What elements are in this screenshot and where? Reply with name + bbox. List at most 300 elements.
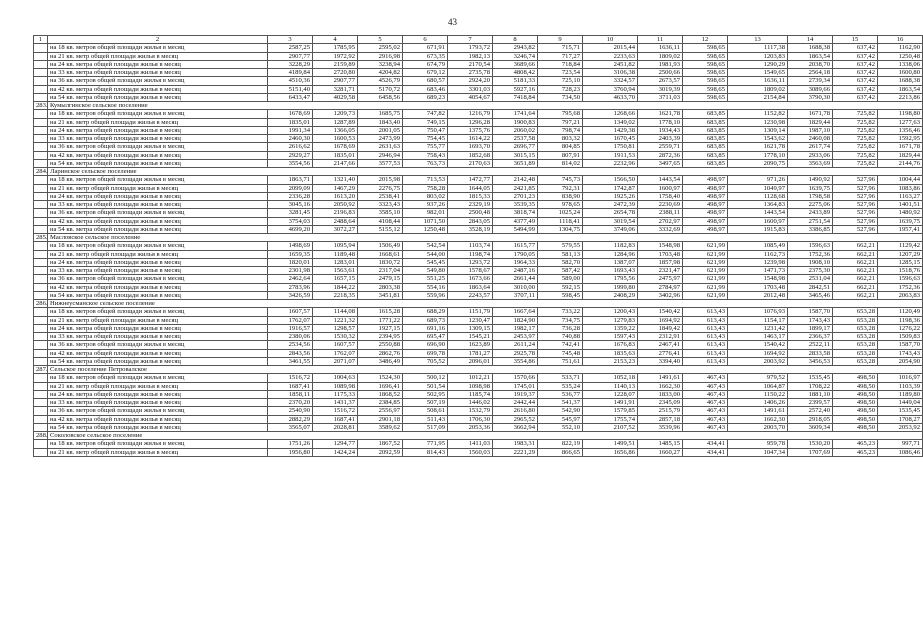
value-cell: 2467,41 <box>638 341 683 349</box>
value-cell: 1118,41 <box>538 217 583 225</box>
value-cell: 1830,72 <box>358 258 403 266</box>
row-label: на 21 кв. метр общей площади жилья в месяц <box>48 316 268 324</box>
value-cell: 1687,41 <box>313 415 358 423</box>
value-cell: 795,68 <box>538 110 583 118</box>
value-cell: 1012,21 <box>448 374 493 382</box>
value-cell: 465,23 <box>833 448 878 456</box>
value-cell: 1150,22 <box>728 390 788 398</box>
value-cell: 1915,83 <box>728 225 788 233</box>
value-cell: 1543,62 <box>728 135 788 143</box>
value-cell: 1198,74 <box>448 250 493 258</box>
value-cell: 2631,63 <box>358 143 403 151</box>
value-cell: 1600,53 <box>313 135 358 143</box>
value-cell: 467,43 <box>683 399 728 407</box>
value-cell: 1578,67 <box>448 267 493 275</box>
row-index <box>34 423 48 431</box>
value-cell: 1911,53 <box>583 151 638 159</box>
value-cell: 1849,42 <box>638 324 683 332</box>
value-cell: 637,42 <box>833 85 878 93</box>
row-label: на 54 кв. метра общей площади жилья в месяц <box>48 291 268 299</box>
header-cell: 10 <box>583 36 638 44</box>
value-cell: 1532,79 <box>448 407 493 415</box>
value-cell: 498,50 <box>833 399 878 407</box>
value-cell: 2559,71 <box>638 143 683 151</box>
value-cell: 1284,96 <box>583 250 638 258</box>
value-cell: 688,29 <box>403 308 448 316</box>
row-index <box>34 341 48 349</box>
value-cell: 1863,64 <box>448 283 493 291</box>
value-cell: 1678,69 <box>313 143 358 151</box>
row-index <box>34 407 48 415</box>
row-index <box>34 77 48 85</box>
value-cell: 1498,69 <box>268 242 313 250</box>
value-cell: 1117,38 <box>728 44 788 52</box>
table-row <box>34 448 923 456</box>
value-cell: 838,90 <box>538 192 583 200</box>
row-label: на 18 кв. метров общей площади жилья в месяц <box>48 242 268 250</box>
value-cell: 1285,15 <box>878 258 923 266</box>
value-cell: 1592,95 <box>878 135 923 143</box>
value-cell: 2472,39 <box>583 201 638 209</box>
value-cell: 1530,20 <box>788 440 833 448</box>
table-row <box>34 399 923 407</box>
page-number: 43 <box>448 17 457 27</box>
value-cell: 2784,97 <box>638 283 683 291</box>
table-row <box>34 267 923 275</box>
value-cell: 1687,41 <box>268 382 313 390</box>
value-cell: 467,43 <box>683 374 728 382</box>
value-cell: 763,73 <box>403 159 448 167</box>
header-cell: 6 <box>403 36 448 44</box>
table-row <box>34 159 923 167</box>
value-cell: 2842,51 <box>788 283 833 291</box>
value-cell: 1230,98 <box>728 118 788 126</box>
value-cell: 1152,82 <box>728 110 788 118</box>
row-label: на 21 кв. метр общей площади жилья в месяц <box>48 52 268 60</box>
value-cell: 1560,03 <box>448 448 493 456</box>
value-cell: 1071,50 <box>403 217 448 225</box>
row-label: на 33 кв. метра общей площади жилья в месяц <box>48 333 268 341</box>
value-cell: 1239,98 <box>728 258 788 266</box>
value-cell: 1615,77 <box>493 242 538 250</box>
value-cell: 1209,73 <box>313 110 358 118</box>
value-cell: 1387,07 <box>583 258 638 266</box>
row-label: на 36 кв. метров общей площади жилья в месяц <box>48 143 268 151</box>
value-cell: 2487,16 <box>493 267 538 275</box>
value-cell: 613,43 <box>683 333 728 341</box>
value-cell: 4510,36 <box>268 77 313 85</box>
value-cell: 2460,30 <box>268 135 313 143</box>
value-cell: 2783,96 <box>268 283 313 291</box>
value-cell: 3402,96 <box>638 291 683 299</box>
value-cell: 1545,21 <box>448 333 493 341</box>
row-index <box>34 440 48 448</box>
value-cell: 1798,58 <box>788 192 833 200</box>
value-cell: 1919,37 <box>493 390 538 398</box>
table-row <box>34 135 923 143</box>
value-cell: 1467,29 <box>313 184 358 192</box>
value-cell: 1987,10 <box>788 126 833 134</box>
value-cell: 2556,97 <box>358 407 403 415</box>
row-label: на 24 кв. метра общей площади жилья в месяц <box>48 60 268 68</box>
row-index <box>34 382 48 390</box>
value-cell: 3760,94 <box>583 85 638 93</box>
row-label: на 36 кв. метров общей площади жилья в месяц <box>48 77 268 85</box>
value-cell: 2918,05 <box>788 415 833 423</box>
row-label: на 54 кв. метра общей площади жилья в месяц <box>48 159 268 167</box>
value-cell: 662,21 <box>833 267 878 275</box>
value-cell: 4633,70 <box>583 93 638 101</box>
value-cell: 1636,11 <box>638 44 683 52</box>
value-cell: 498,97 <box>683 217 728 225</box>
section-row <box>34 168 923 176</box>
table-body <box>34 36 923 457</box>
value-cell: 1221,32 <box>313 316 358 324</box>
value-cell: 3497,65 <box>638 159 683 167</box>
value-cell: 2929,27 <box>268 151 313 159</box>
section-index: 287. <box>34 366 48 374</box>
table-row <box>34 258 923 266</box>
value-cell: 1490,92 <box>788 176 833 184</box>
table-row <box>34 217 923 225</box>
value-cell: 501,54 <box>403 382 448 390</box>
value-cell: 498,97 <box>683 176 728 184</box>
value-cell: 997,71 <box>878 440 923 448</box>
value-cell: 1189,80 <box>878 390 923 398</box>
row-label: на 18 кв. метров общей площади жилья в месяц <box>48 110 268 118</box>
value-cell: 3465,46 <box>788 291 833 299</box>
row-index <box>34 390 48 398</box>
value-cell: 1207,29 <box>878 250 923 258</box>
value-cell: 1406,26 <box>728 399 788 407</box>
value-cell: 1656,86 <box>583 448 638 456</box>
value-cell: 2872,36 <box>638 151 683 159</box>
value-cell: 1095,94 <box>313 242 358 250</box>
table-row <box>34 184 923 192</box>
row-index <box>34 135 48 143</box>
value-cell: 736,28 <box>538 324 583 332</box>
value-cell: 3577,53 <box>358 159 403 167</box>
value-cell: 637,42 <box>833 77 878 85</box>
value-cell: 3456,53 <box>788 357 833 365</box>
value-cell: 1277,63 <box>878 118 923 126</box>
value-cell: 2038,70 <box>788 60 833 68</box>
value-cell: 2720,80 <box>313 69 358 77</box>
value-cell: 1835,01 <box>313 151 358 159</box>
value-cell: 3324,57 <box>583 77 638 85</box>
row-label: на 42 кв. метра общей площади жилья в месяц <box>48 217 268 225</box>
value-cell: 1198,36 <box>878 316 923 324</box>
value-cell: 467,43 <box>683 423 728 431</box>
section-row <box>34 366 923 374</box>
value-cell: 542,90 <box>538 407 583 415</box>
value-cell: 2213,86 <box>878 93 923 101</box>
value-cell: 1401,51 <box>878 201 923 209</box>
value-cell: 982,01 <box>403 209 448 217</box>
value-cell: 2144,76 <box>878 159 923 167</box>
value-cell: 3651,89 <box>493 159 538 167</box>
value-cell: 1614,22 <box>448 135 493 143</box>
value-cell: 662,21 <box>833 283 878 291</box>
value-cell: 1696,41 <box>358 382 403 390</box>
value-cell: 7418,84 <box>493 93 538 101</box>
table-row <box>34 60 923 68</box>
value-cell: 1621,78 <box>728 143 788 151</box>
value-cell: 1216,79 <box>448 110 493 118</box>
row-label: на 54 кв. метра общей площади жилья в месяц <box>48 93 268 101</box>
value-cell: 4808,42 <box>493 69 538 77</box>
value-cell: 959,78 <box>728 440 788 448</box>
value-cell: 3554,86 <box>493 357 538 365</box>
value-cell: 498,50 <box>833 382 878 390</box>
value-cell: 1613,20 <box>313 192 358 200</box>
value-cell: 1587,70 <box>878 341 923 349</box>
value-cell: 2321,47 <box>638 267 683 275</box>
value-cell: 2230,69 <box>638 201 683 209</box>
value-cell: 3790,30 <box>788 93 833 101</box>
value-cell: 1660,27 <box>638 448 683 456</box>
value-cell: 3281,71 <box>313 85 358 93</box>
value-cell: 2060,02 <box>493 126 538 134</box>
value-cell: 1516,72 <box>268 374 313 382</box>
value-cell: 1293,72 <box>448 258 493 266</box>
value-cell: 527,96 <box>833 217 878 225</box>
value-cell: 517,09 <box>403 423 448 431</box>
row-index <box>34 374 48 382</box>
value-cell: 6458,56 <box>358 93 403 101</box>
value-cell: 1103,39 <box>878 382 923 390</box>
value-cell: 2661,44 <box>493 275 538 283</box>
value-cell: 1491,61 <box>638 374 683 382</box>
value-cell: 2071,07 <box>313 357 358 365</box>
value-cell: 1703,48 <box>728 283 788 291</box>
value-cell: 1203,83 <box>728 52 788 60</box>
value-cell: 747,82 <box>403 110 448 118</box>
value-cell: 1140,13 <box>583 382 638 390</box>
value-cell: 723,54 <box>538 69 583 77</box>
value-cell: 1815,33 <box>448 192 493 200</box>
value-cell: 1375,76 <box>448 126 493 134</box>
row-index <box>34 448 48 456</box>
value-cell: 2907,77 <box>268 52 313 60</box>
value-cell: 3019,54 <box>583 217 638 225</box>
value-cell: 1154,17 <box>728 316 788 324</box>
value-cell: 1485,15 <box>638 440 683 448</box>
section-name: Ларинское сельское поселение <box>48 168 923 176</box>
value-cell: 5181,33 <box>493 77 538 85</box>
value-cell: 2403,39 <box>638 135 683 143</box>
value-cell: 1004,44 <box>878 176 923 184</box>
value-cell: 2370,20 <box>268 399 313 407</box>
value-cell: 1530,32 <box>313 333 358 341</box>
value-cell: 2107,52 <box>583 423 638 431</box>
value-cell: 1524,30 <box>358 374 403 382</box>
value-cell: 592,15 <box>538 283 583 291</box>
row-label: на 24 кв. метра общей площади жилья в месяц <box>48 258 268 266</box>
value-cell: 814,02 <box>538 159 583 167</box>
row-index <box>34 324 48 332</box>
value-cell: 742,41 <box>538 341 583 349</box>
value-cell: 734,50 <box>538 93 583 101</box>
value-cell: 1743,43 <box>788 316 833 324</box>
value-cell: 467,43 <box>683 415 728 423</box>
row-index <box>34 110 48 118</box>
value-cell: 2453,97 <box>493 333 538 341</box>
value-cell: 3281,45 <box>268 209 313 217</box>
row-index <box>34 85 48 93</box>
value-cell: 725,82 <box>833 159 878 167</box>
value-cell: 1693,43 <box>583 267 638 275</box>
value-cell: 2538,41 <box>358 192 403 200</box>
value-cell: 2522,11 <box>788 341 833 349</box>
value-cell: 4189,84 <box>268 69 313 77</box>
section-name: Сельское поселение Петровалское <box>48 366 923 374</box>
value-cell: 467,43 <box>683 407 728 415</box>
value-cell: 1972,92 <box>313 52 358 60</box>
value-cell: 1829,44 <box>878 151 923 159</box>
value-cell: 662,21 <box>833 250 878 258</box>
table-row <box>34 283 923 291</box>
value-cell: 671,91 <box>403 44 448 52</box>
value-cell: 1480,92 <box>878 209 923 217</box>
value-cell: 498,97 <box>683 225 728 233</box>
value-cell: 621,99 <box>683 242 728 250</box>
value-cell: 2170,63 <box>448 159 493 167</box>
row-label: на 36 кв. метров общей площади жилья в месяц <box>48 341 268 349</box>
table-row <box>34 242 923 250</box>
value-cell: 1688,38 <box>878 77 923 85</box>
value-cell: 2015,44 <box>583 44 638 52</box>
value-cell: 467,43 <box>683 390 728 398</box>
value-cell: 1673,66 <box>448 275 493 283</box>
value-cell: 1868,52 <box>358 390 403 398</box>
value-cell: 1636,11 <box>728 77 788 85</box>
value-cell: 1762,07 <box>268 316 313 324</box>
value-cell: 2001,05 <box>358 126 403 134</box>
table-row <box>34 308 923 316</box>
header-cell: 5 <box>358 36 403 44</box>
value-cell: 1563,61 <box>313 267 358 275</box>
value-cell: 2276,75 <box>358 184 403 192</box>
value-cell: 2696,77 <box>493 143 538 151</box>
row-index <box>34 126 48 134</box>
row-label: на 33 кв. метра общей площади жилья в месяц <box>48 69 268 77</box>
section-index: 283. <box>34 102 48 110</box>
value-cell: 1981,93 <box>638 60 683 68</box>
value-cell: 725,82 <box>833 143 878 151</box>
value-cell: 2003,70 <box>728 423 788 431</box>
value-cell: 2460,08 <box>788 135 833 143</box>
value-cell: 758,43 <box>403 151 448 159</box>
value-cell: 2366,37 <box>788 333 833 341</box>
value-cell: 1566,50 <box>583 176 638 184</box>
value-cell: 1016,97 <box>878 374 923 382</box>
section-row <box>34 432 923 440</box>
value-cell: 589,00 <box>538 275 583 283</box>
value-cell: 1491,91 <box>583 399 638 407</box>
value-cell: 1708,22 <box>788 382 833 390</box>
value-cell: 725,82 <box>833 135 878 143</box>
value-cell: 2054,90 <box>878 357 923 365</box>
value-cell: 2003,92 <box>728 357 788 365</box>
value-cell: 1518,76 <box>878 267 923 275</box>
value-cell: 2702,97 <box>638 217 683 225</box>
value-cell: 1778,10 <box>728 151 788 159</box>
value-cell: 2275,06 <box>788 201 833 209</box>
value-cell: 3072,27 <box>313 225 358 233</box>
value-cell: 1758,40 <box>638 192 683 200</box>
table-row <box>34 126 923 134</box>
value-cell: 2540,90 <box>268 407 313 415</box>
value-cell: 4029,58 <box>313 93 358 101</box>
value-cell: 1506,49 <box>358 242 403 250</box>
value-cell: 4204,82 <box>358 69 403 77</box>
section-index: 288. <box>34 432 48 440</box>
value-cell: 1349,02 <box>583 118 638 126</box>
value-cell: 653,28 <box>833 341 878 349</box>
value-cell: 598,65 <box>683 85 728 93</box>
value-cell: 1443,54 <box>728 209 788 217</box>
table-row <box>34 341 923 349</box>
value-cell: 733,22 <box>538 308 583 316</box>
value-cell: 2096,01 <box>448 357 493 365</box>
row-label: на 18 кв. метров общей площади жилья в месяц <box>48 440 268 448</box>
value-cell: 683,85 <box>683 135 728 143</box>
value-cell: 1751,26 <box>268 440 313 448</box>
value-cell: 662,21 <box>833 291 878 299</box>
value-cell: 1103,74 <box>448 242 493 250</box>
value-cell: 598,65 <box>683 77 728 85</box>
value-cell: 798,74 <box>538 126 583 134</box>
value-cell: 1762,07 <box>313 349 358 357</box>
value-cell: 3010,00 <box>493 283 538 291</box>
value-cell: 1548,98 <box>728 275 788 283</box>
value-cell: 1809,02 <box>638 52 683 60</box>
value-cell: 1615,28 <box>358 308 403 316</box>
value-cell: 4526,79 <box>358 77 403 85</box>
value-cell: 3386,85 <box>788 225 833 233</box>
value-cell: 559,96 <box>403 291 448 299</box>
table-row <box>34 201 923 209</box>
value-cell: 613,43 <box>683 316 728 324</box>
value-cell: 1279,83 <box>583 316 638 324</box>
value-cell: 2776,41 <box>638 349 683 357</box>
table-row <box>34 143 923 151</box>
value-cell: 1671,78 <box>788 110 833 118</box>
row-index <box>34 192 48 200</box>
value-cell: 745,73 <box>538 176 583 184</box>
value-cell: 1863,71 <box>268 176 313 184</box>
value-cell: 1934,43 <box>638 126 683 134</box>
value-cell: 1198,80 <box>878 110 923 118</box>
row-index <box>34 44 48 52</box>
row-index <box>34 60 48 68</box>
value-cell: 3563,69 <box>788 159 833 167</box>
value-cell: 1549,65 <box>728 69 788 77</box>
value-cell: 1741,64 <box>493 110 538 118</box>
value-cell: 1824,90 <box>493 316 538 324</box>
value-cell: 1597,43 <box>583 333 638 341</box>
section-index: 286. <box>34 300 48 308</box>
value-cell: 598,65 <box>683 93 728 101</box>
value-cell: 1443,54 <box>638 176 683 184</box>
value-cell: 1790,05 <box>493 250 538 258</box>
value-cell: 1982,17 <box>493 324 538 332</box>
value-cell: 637,42 <box>833 44 878 52</box>
value-cell: 1659,35 <box>268 250 313 258</box>
value-cell: 2803,38 <box>358 283 403 291</box>
value-cell: 2012,48 <box>728 291 788 299</box>
